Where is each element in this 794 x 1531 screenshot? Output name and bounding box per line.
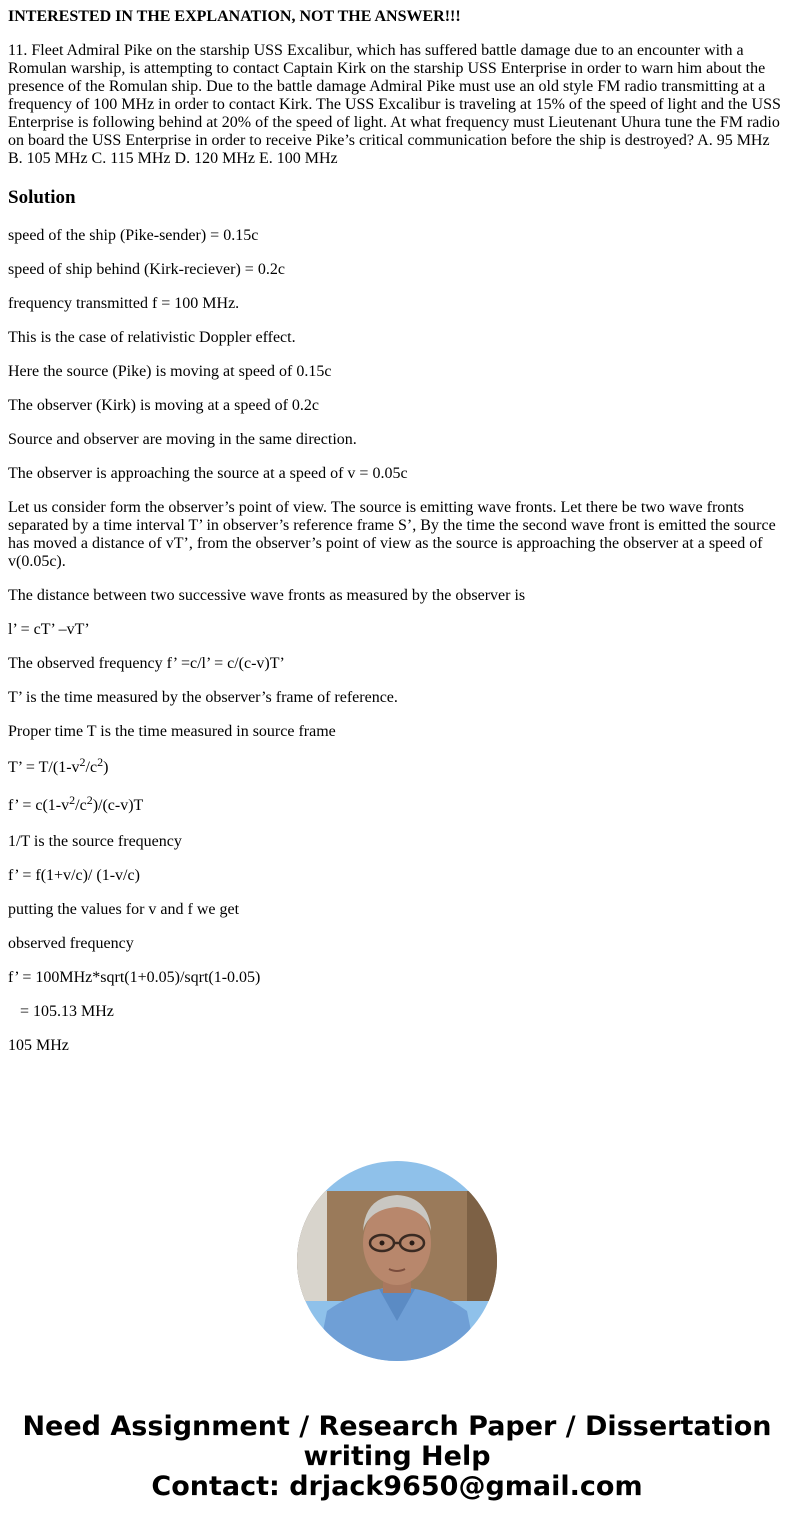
solution-line: T’ is the time measured by the observer’s frame of reference. [8, 689, 398, 706]
solution-line: observed frequency [8, 935, 134, 952]
explanation-note: INTERESTED IN THE EXPLANATION, NOT THE ANSWER!!! [8, 8, 461, 25]
solution-line: Here the source (Pike) is moving at speed of 0.15c [8, 363, 332, 380]
superscript: 2 [69, 793, 76, 807]
formula-text: f’ = c(1-v [8, 797, 70, 814]
solution-line: The observer (Kirk) is moving at a speed of 0.2c [8, 397, 320, 414]
formula-text: T’ = T/(1-v [8, 759, 80, 776]
page-content [0, 8, 794, 1055]
final-answer: 105 MHz [8, 1037, 69, 1054]
solution-line: frequency transmitted f = 100 MHz. [8, 295, 240, 312]
solution-line: The distance between two successive wave fronts as measured by the observer is [8, 587, 526, 604]
tutor-portrait-image [297, 1161, 497, 1361]
observed-frequency-formula [8, 795, 786, 817]
question-text: 11. Fleet Admiral Pike on the starship USS Excalibur, which has suffered battle damage due to an encounter with a Romulan warship, is attempting to contact Captain Kirk on the starship USS Enterprise in order to warn him about the presence of the Romulan ship. Due to the battle damage Admiral Pike must use an old style FM radio transmitting at a frequency of 100 MHz in order to contact Kirk. The USS Excalibur is traveling at 15% of the speed of light and the USS Enterprise is following behind at 20% of the speed of light. At what frequency must Lieutenant Uhura tune the FM radio on board the USS Enterprise in order to receive Pike’s critical communication before the ship is destroyed? A. 95 MHz B. 105 MHz C. 115 MHz D. 120 MHz E. 100 MHz [8, 42, 781, 167]
solution-equation: l’ = cT’ –vT’ [8, 621, 90, 638]
formula-text: /c [85, 759, 98, 776]
tutor-photo [297, 1161, 497, 1361]
time-dilation-formula [8, 757, 786, 779]
solution-line: speed of ship behind (Kirk-reciever) = 0.2c [8, 261, 285, 278]
solution-equation: f’ = f(1+v/c)/ (1-v/c) [8, 867, 140, 884]
promo-banner [0, 1412, 794, 1502]
solution-heading: Solution [8, 187, 76, 208]
solution-line: Proper time T is the time measured in source frame [8, 723, 336, 740]
solution-line: speed of the ship (Pike-sender) = 0.15c [8, 227, 259, 244]
formula-text: ) [103, 759, 109, 776]
solution-line: putting the values for v and f we get [8, 901, 240, 918]
promo-line: Need Assignment / Research Paper / Dissertation [22, 1411, 772, 1442]
formula-text: )/(c-v)T [92, 797, 144, 814]
solution-line: The observer is approaching the source at a speed of v = 0.05c [8, 465, 408, 482]
contact-email: Contact: drjack9650@gmail.com [151, 1471, 643, 1502]
promo-line: writing Help [303, 1441, 491, 1472]
superscript: 2 [97, 755, 104, 769]
superscript: 2 [86, 793, 93, 807]
solution-line: This is the case of relativistic Doppler effect. [8, 329, 296, 346]
solution-paragraph: Let us consider form the observer’s point of view. The source is emitting wave fronts. Let there be two wave fronts separated by a time interval T’ in observer’s reference frame S’, By the time the second wave front is emitted the source has moved a distance of vT’, from the observer’s point of view as the source is approaching the observer at a speed of v(0.05c). [8, 499, 780, 570]
superscript: 2 [79, 755, 86, 769]
solution-result: = 105.13 MHz [8, 1003, 114, 1020]
solution-equation: f’ = 100MHz*sqrt(1+0.05)/sqrt(1-0.05) [8, 969, 261, 986]
solution-line: 1/T is the source frequency [8, 833, 182, 850]
formula-text: /c [75, 797, 87, 814]
solution-line: Source and observer are moving in the same direction. [8, 431, 357, 448]
solution-equation: The observed frequency f’ =c/l’ = c/(c-v)T’ [8, 655, 285, 672]
